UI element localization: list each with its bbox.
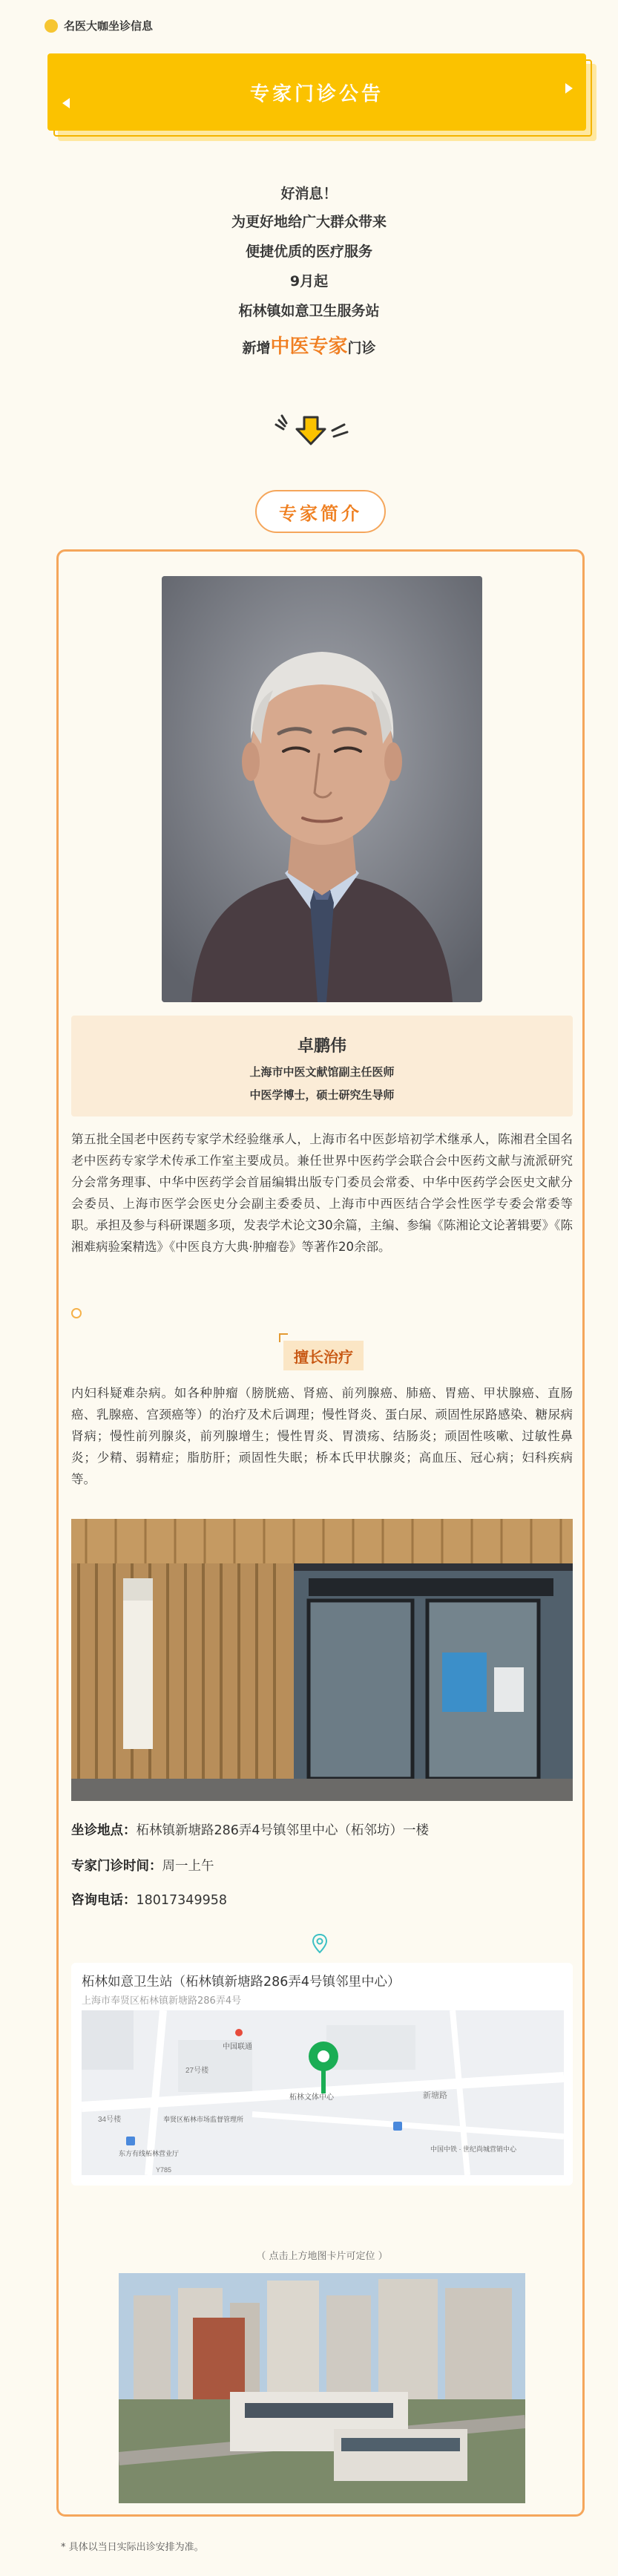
section-title: 专家简介 [279,503,362,524]
map-label: 柘林文体中心 [289,2093,334,2102]
doctor-name: 卓鹏伟 [297,1037,346,1056]
map-label: 中国联通 [223,2043,252,2051]
map-label: 中国中铁 · 世纪尚城营销中心 [430,2145,516,2153]
doctor-portrait [162,576,482,1002]
map-title[interactable]: 柘林如意卫生站（柘林镇新塘路286弄4号镇邻里中心） [82,1975,401,1990]
location-pin-icon [312,1933,328,1954]
clinic-entrance-photo [71,1519,573,1801]
footnote: * 具体以当日实际出诊安排为准。 [61,2542,204,2553]
map-label: 奉贤区柘林市场监督管理所 [163,2116,244,2123]
announcement-line: 柘林镇如意卫生服务站 [238,303,380,319]
announcement-highlight-line [0,331,618,359]
location-info [71,1820,429,1839]
banner [47,53,586,131]
banner-left-arrow-icon [62,98,70,108]
aerial-building-photo [119,2273,525,2503]
map-label: 东方有线柘林营业厅 [119,2150,180,2157]
announcement-highlight: 中医专家 [270,336,348,358]
section-title-pill [255,490,386,533]
bullet-dot-icon [71,1308,82,1318]
map-address: 上海市奉贤区柘林镇新塘路286弄4号 [82,1995,242,2007]
specialty-label: 擅长治疗 [294,1347,353,1366]
tag-dot-icon [45,19,58,33]
map-view[interactable] [82,2010,564,2175]
map-label: 新塘路 [423,2091,447,2100]
announcement-line: 9月起 [289,273,329,290]
announcement-pre: 新增 [242,340,271,356]
top-tag: 名医大咖坐诊信息 [64,19,154,33]
doctor-title: 上海市中医文献馆副主任医师 [249,1065,395,1079]
time-value: 周一上午 [162,1859,214,1874]
down-arrow-doodle-icon [275,413,349,450]
location-label: 坐诊地点： [71,1823,137,1838]
phone-info [71,1890,227,1909]
location-value: 柘林镇新塘路286弄4号镇邻里中心（柘邻坊）一楼 [136,1823,430,1838]
specialty-body: 内妇科疑难杂病。如各种肿瘤（膀胱癌、肾癌、前列腺癌、肺癌、胃癌、甲状腺癌、直肠癌、乳腺癌、宫颈癌等）的治疗及术后调理；慢性肾炎、蛋白尿、顽固性尿路感染、糖尿病肾病；慢性前列腺炎，前列腺增生；慢性胃炎、胃溃疡、结肠炎；顽固性咳嗽、过敏性鼻炎；少精、弱精症；脂肪肝；顽固性失眠；桥本氏甲状腺炎；高血压、冠心病；妇科疾病等。 [71,1386,573,1486]
announcement-line: 好消息！ [280,186,338,202]
specialty-tag [283,1341,364,1370]
phone-value[interactable]: 18017349958 [136,1893,227,1908]
map-tip: （ 点击上方地图卡片可定位 ） [256,2251,388,2262]
banner-right-arrow-icon [565,83,573,94]
banner-title: 专家门诊公告 [249,82,384,105]
announcement-line: 为更好地给广大群众带来 [231,214,387,230]
time-label: 专家门诊时间： [71,1859,162,1874]
map-label: Y785 [156,2166,172,2174]
doctor-degree: 中医学博士，硕士研究生导师 [249,1088,395,1102]
doctor-bio: 第五批全国老中医药专家学术经验继承人，上海市名中医彭培初学术继承人，陈湘君全国名老中医药专家学术传承工作室主要成员。兼任世界中医药学会联合会中医药文献与流派研究分会常务理事、中华中医药学会首届编辑出版专门委员会常委、中华中医药学会医史文献分会委员、上海市医学会医史分会副主委委员、上海市中西医结合学会性医学专委会常委等职。承担及参与科研课题多项，发表学术论文30余篇，主编、参编《陈湘论文论著辑要》《陈湘难病验案精选》《中医良方大典·肿瘤卷》等著作20余部。 [71,1132,573,1254]
phone-label: 咨询电话： [71,1893,137,1908]
map-label: 27号楼 [185,2067,209,2075]
doctor-name-box [71,1016,573,1117]
time-info [71,1856,214,1874]
map-label: 34号楼 [98,2116,122,2124]
announcement-post: 门诊 [347,340,376,356]
announcement-line: 便捷优质的医疗服务 [245,243,372,260]
